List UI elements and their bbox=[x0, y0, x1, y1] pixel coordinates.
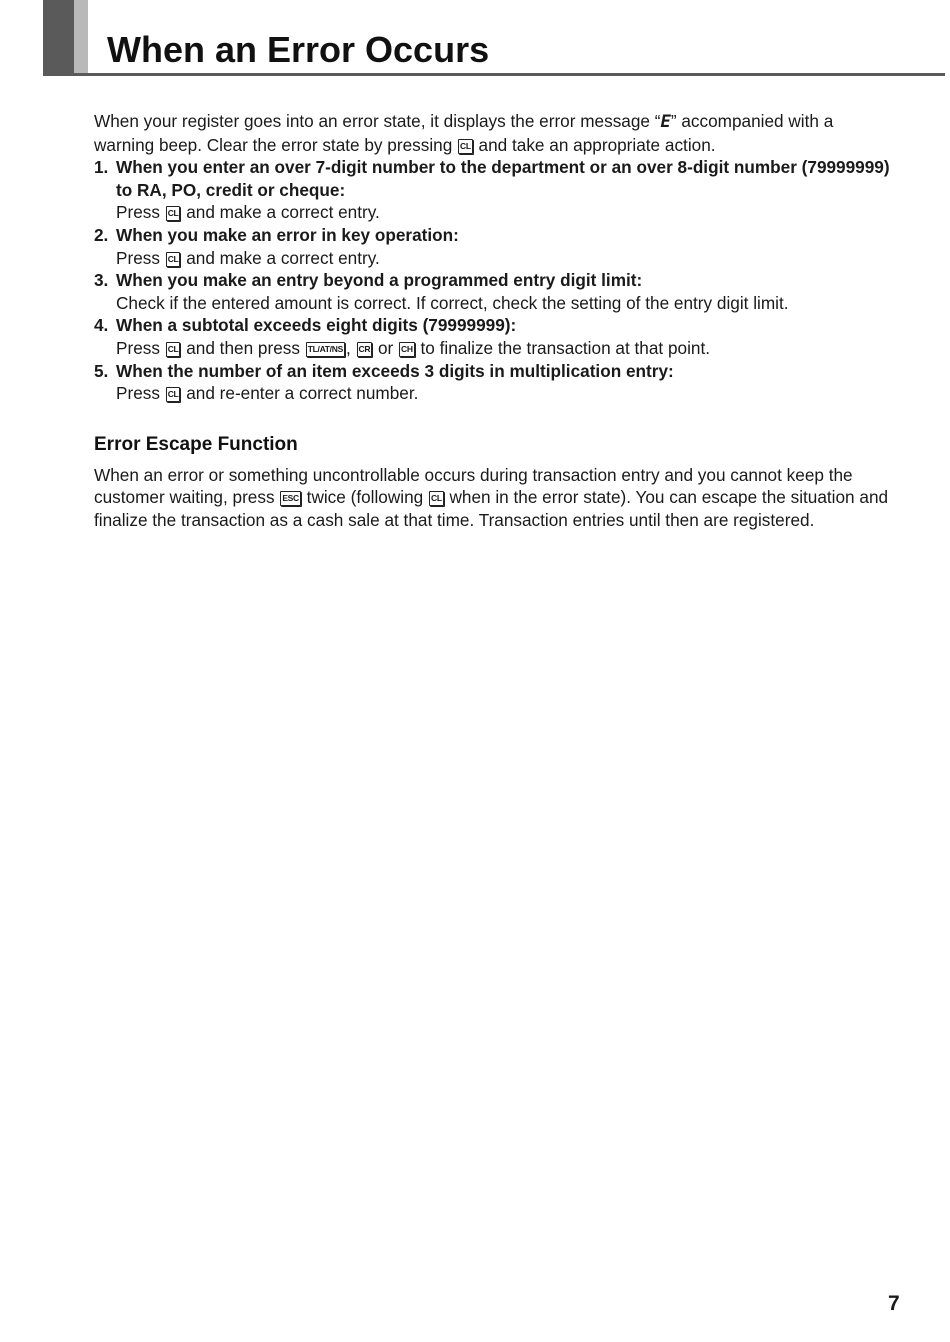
item-heading: When a subtotal exceeds eight digits (79999999): bbox=[116, 315, 517, 336]
cr-key-icon: CR bbox=[357, 342, 373, 357]
list-item: 4. When a subtotal exceeds eight digits (79999999): Press CL and then press TL/AT/NS , CR or CH to finalize the transaction at that point. bbox=[94, 314, 894, 359]
cl-key-icon: CL bbox=[166, 206, 181, 221]
content bbox=[94, 110, 894, 532]
item-heading: When the number of an item exceeds 3 digits in multiplication entry: bbox=[116, 360, 674, 381]
list-item: 5. When the number of an item exceeds 3 digits in multiplication entry: Press CL and re-enter a correct number. bbox=[94, 360, 894, 405]
escape-paragraph: When an error or something uncontrollable occurs during transaction entry and you cannot keep the customer waiting, press ESC twice (following CL when in the error state). You can escape the situation and finalize the transaction as a cash sale at that time. Transaction entries until then are registered. bbox=[94, 464, 889, 530]
esc-key-icon: ESC bbox=[280, 491, 301, 506]
item-heading: When you make an entry beyond a programmed entry digit limit: bbox=[116, 270, 643, 291]
page-title: When an Error Occurs bbox=[107, 29, 490, 70]
item-heading: When you make an error in key operation: bbox=[116, 224, 459, 245]
section-heading: Error Escape Function bbox=[94, 433, 298, 455]
header-rule bbox=[43, 73, 945, 76]
error-list bbox=[94, 156, 894, 405]
header-bar-dark bbox=[43, 0, 74, 76]
list-item: 1. When you enter an over 7-digit number to the department or an over 8-digit number (79999999) to RA, PO, credit or cheque: Press CL and make a correct entry. bbox=[94, 156, 894, 224]
cl-key-icon: CL bbox=[166, 387, 181, 402]
intro-paragraph: When your register goes into an error state, it displays the error message “E” accompanied with a warning beep. Clear the error state by pressing CL and take an appropriate action. bbox=[94, 111, 834, 155]
ch-key-icon: CH bbox=[399, 342, 415, 357]
item-heading: When you enter an over 7-digit number to the department or an over 8-digit number (79999999) to RA, PO, credit or cheque: bbox=[116, 157, 890, 200]
cl-key-icon: CL bbox=[429, 491, 444, 506]
cl-key-icon: CL bbox=[458, 139, 473, 154]
page-number: 7 bbox=[888, 1292, 900, 1315]
header-bar-light bbox=[74, 0, 88, 76]
cl-key-icon: CL bbox=[166, 252, 181, 267]
error-symbol: E bbox=[660, 112, 671, 132]
tl-at-ns-key-icon: TL/AT/NS bbox=[306, 342, 345, 357]
cl-key-icon: CL bbox=[166, 342, 181, 357]
list-item: 3. When you make an entry beyond a programmed entry digit limit: Check if the entered amount is correct. If correct, check the setting of the entry digit limit. bbox=[94, 269, 894, 314]
list-item: 2. When you make an error in key operation: Press CL and make a correct entry. bbox=[94, 224, 894, 269]
